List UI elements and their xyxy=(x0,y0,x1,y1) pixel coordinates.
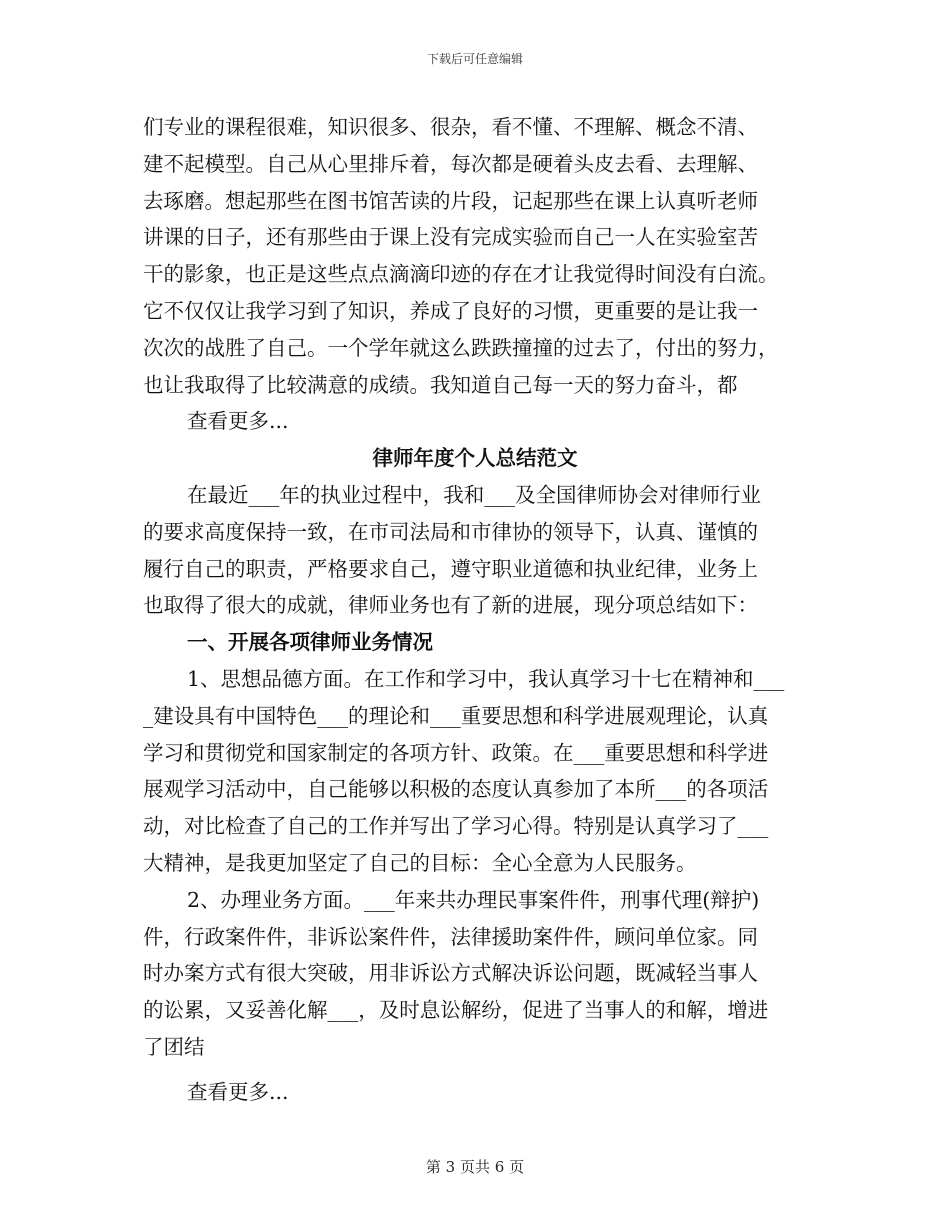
spacer xyxy=(143,1066,807,1074)
text-line: 展观学习活动中，自己能够以积极的态度认真参加了本所___的各项活 xyxy=(143,777,769,802)
page-header-note: 下载后可任意编辑 xyxy=(426,52,523,66)
text-line: 1、思想品德方面。在工作和学习中，我认真学习十七在精神和___ xyxy=(187,666,785,691)
text-line: 2、办理业务方面。___年来共办理民事案件件，刑事代理(辩护) xyxy=(187,887,760,912)
text-line: 们专业的课程很难，知识很多、很杂，看不懂、不理解、概念不清、 xyxy=(143,115,758,139)
intro-paragraph xyxy=(143,477,807,624)
text-line: 时办案方式有很大突破，用非诉讼方式解决诉讼问题，既减轻当事人 xyxy=(143,961,758,986)
section-subheading: 一、开展各项律师业务情况 xyxy=(187,630,433,655)
text-line: 次次的战胜了自己。一个学年就这么跌跌撞撞的过去了，付出的努力， xyxy=(143,335,779,360)
paragraph-ideology xyxy=(143,661,807,882)
text-line: 的要求高度保持一致，在市司法局和市律协的领导下，认真、谨慎的 xyxy=(143,519,758,544)
text-line: _建设具有中国特色___的理论和___重要思想和科学进展观理论，认真 xyxy=(143,703,769,728)
text-line: 大精神，是我更加坚定了自己的目标：全心全意为人民服务。 xyxy=(143,850,697,875)
text-line: 履行自己的职责，严格要求自己，遵守职业道德和执业纪律，业务上 xyxy=(143,556,758,581)
view-more-link[interactable]: 查看更多... xyxy=(187,409,289,434)
text-line: 去琢磨。想起那些在图书馆苦读的片段，记起那些在课上认真听老师 xyxy=(143,188,758,213)
text-line: 动，对比检查了自己的工作并写出了学习心得。特别是认真学习了___ xyxy=(143,814,769,839)
text-line: 的讼累，又妥善化解___，及时息讼解纷，促进了当事人的和解，增进 xyxy=(143,998,769,1023)
paragraph-business xyxy=(143,882,807,1066)
section-1-text xyxy=(143,109,807,403)
text-line: 讲课的日子，还有那些由于课上没有完成实验而自己一人在实验室苦 xyxy=(143,225,758,250)
text-line: 也让我取得了比较满意的成绩。我知道自己每一天的努力奋斗，都 xyxy=(143,372,738,397)
text-line: 学习和贯彻党和国家制定的各项方针、政策。在___重要思想和科学进 xyxy=(143,740,769,765)
text-line: 干的影象，也正是这些点点滴滴印迹的存在才让我觉得时间没有白流。 xyxy=(143,262,779,287)
text-line: 了团结 xyxy=(143,1034,205,1059)
page-number: 第 3 页共 6 页 xyxy=(425,1158,525,1176)
text-line: 件，行政案件件，非诉讼案件件，法律援助案件件，顾问单位家。同 xyxy=(143,924,758,949)
document-body xyxy=(143,109,807,1111)
text-line: 它不仅仅让我学习到了知识，养成了良好的习惯，更重要的是让我一 xyxy=(143,298,758,323)
text-line: 也取得了很大的成就，律师业务也有了新的进展，现分项总结如下： xyxy=(143,593,758,618)
view-more-link[interactable]: 查看更多... xyxy=(187,1079,289,1104)
text-line: 建不起模型。自己从心里排斥着，每次都是硬着头皮去看、去理解、 xyxy=(143,151,758,176)
article-title: 律师年度个人总结范文 xyxy=(372,446,578,471)
text-line: 在最近___年的执业过程中，我和___及全国律师协会对律师行业 xyxy=(187,482,761,507)
